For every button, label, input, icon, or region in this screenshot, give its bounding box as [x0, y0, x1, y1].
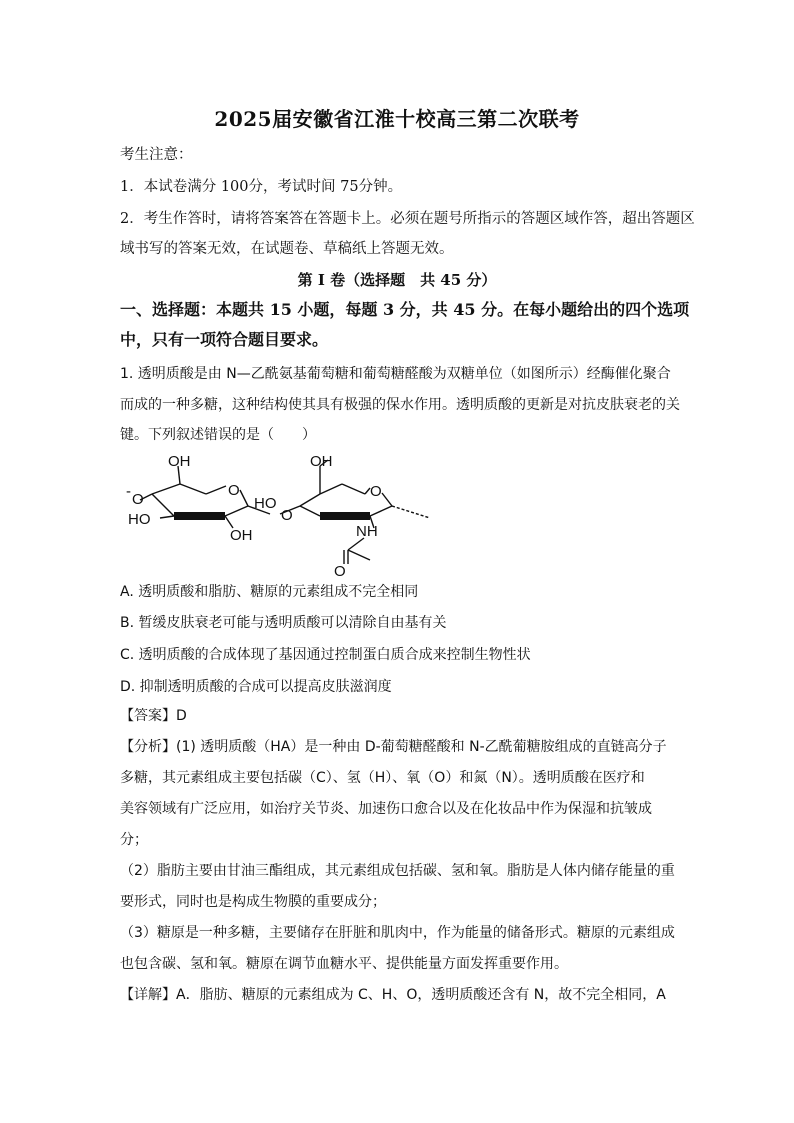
label-nh: NH — [356, 523, 378, 540]
notice-heading: 考生注意： — [120, 147, 193, 163]
label-oh-top-right: OH — [310, 453, 333, 470]
analysis-line-1: 【分析】(1) 透明质酸（HA）是一种由 D-葡萄糖醛酸和 N-乙酰葡糖胺组成的直链高分子 — [120, 739, 667, 755]
question-1-stem-1: 1. 透明质酸是由 N—乙酰氨基葡萄糖和葡萄糖醛酸为双糖单位（如图所示）经酶催化聚合 — [120, 366, 671, 382]
label-o-ring-1: O — [228, 482, 240, 499]
option-c: C. 透明质酸的合成体现了基因通过控制蛋白质合成来控制生物性状 — [120, 647, 531, 663]
label-o-minus-sign: - — [126, 483, 131, 500]
answer: 【答案】D — [120, 708, 187, 724]
question-1-stem-3: 键。下列叙述错误的是（ ） — [120, 427, 316, 443]
option-b: B. 暂缓皮肤衰老可能与透明质酸可以清除自由基有关 — [120, 615, 447, 631]
label-o-link: O — [281, 507, 293, 524]
section-intro-2: 中，只有一项符合题目要求。 — [120, 330, 329, 349]
analysis-line-2: 多糖，其元素组成主要包括碳（C）、氢（H）、氧（O）和氮（N）。透明质酸在医疗和 — [120, 770, 645, 786]
analysis-line-3: 美容领域有广泛应用，如治疗关节炎、加速伤口愈合以及在化妆品中作为保湿和抗皱成 — [120, 801, 652, 817]
section-intro-1: 一、选择题：本题共 15 小题，每题 3 分，共 45 分。在每小题给出的四个选项 — [120, 300, 690, 319]
analysis-line-5: （2）脂肪主要由甘油三酯组成，其元素组成包括碳、氢和氧。脂肪是人体内储存能量的重 — [120, 863, 675, 879]
label-ho-left: HO — [128, 511, 151, 528]
hyaluronic-acid-structure — [120, 448, 440, 580]
label-ho-middle: HO — [254, 495, 277, 512]
section-heading: 第 I 卷（选择题 共 45 分） — [297, 271, 497, 289]
detail-line-1: 【详解】A．脂肪、糖原的元素组成为 C、H、O，透明质酸还含有 N，故不完全相同，A — [120, 987, 666, 1003]
question-1-stem-2: 而成的一种多糖，这种结构使其具有极强的保水作用。透明质酸的更新是对抗皮肤衰老的关 — [120, 397, 680, 413]
label-o-carbonyl: O — [334, 563, 346, 580]
label-oh-top-left: OH — [168, 453, 191, 470]
analysis-line-8: 也包含碳、氢和氧。糖原在调节血糖水平、提供能量方面发挥重要作用。 — [120, 956, 568, 972]
option-a: A. 透明质酸和脂肪、糖原的元素组成不完全相同 — [120, 584, 419, 600]
analysis-line-4: 分； — [120, 832, 148, 848]
notice-item-1: 1．本试卷满分 100分，考试时间 75分钟。 — [120, 179, 403, 195]
option-d: D. 抑制透明质酸的合成可以提高皮肤滋润度 — [120, 679, 392, 695]
label-o-ring-2: O — [370, 483, 382, 500]
notice-item-2: 2．考生作答时，请将答案答在答题卡上。必须在题号所指示的答题区域作答，超出答题区 — [120, 211, 695, 227]
analysis-line-7: （3）糖原是一种多糖，主要储存在肝脏和肌肉中，作为能量的储备形式。糖原的元素组成 — [120, 925, 675, 941]
exam-title: 2025届安徽省江淮十校高三第二次联考 — [214, 107, 580, 131]
analysis-line-6: 要形式，同时也是构成生物膜的重要成分； — [120, 894, 386, 910]
label-o-minus: O — [132, 491, 144, 508]
label-oh-bottom: OH — [230, 527, 253, 544]
notice-item-2-cont: 域书写的答案无效，在试题卷、草稿纸上答题无效。 — [120, 241, 454, 257]
